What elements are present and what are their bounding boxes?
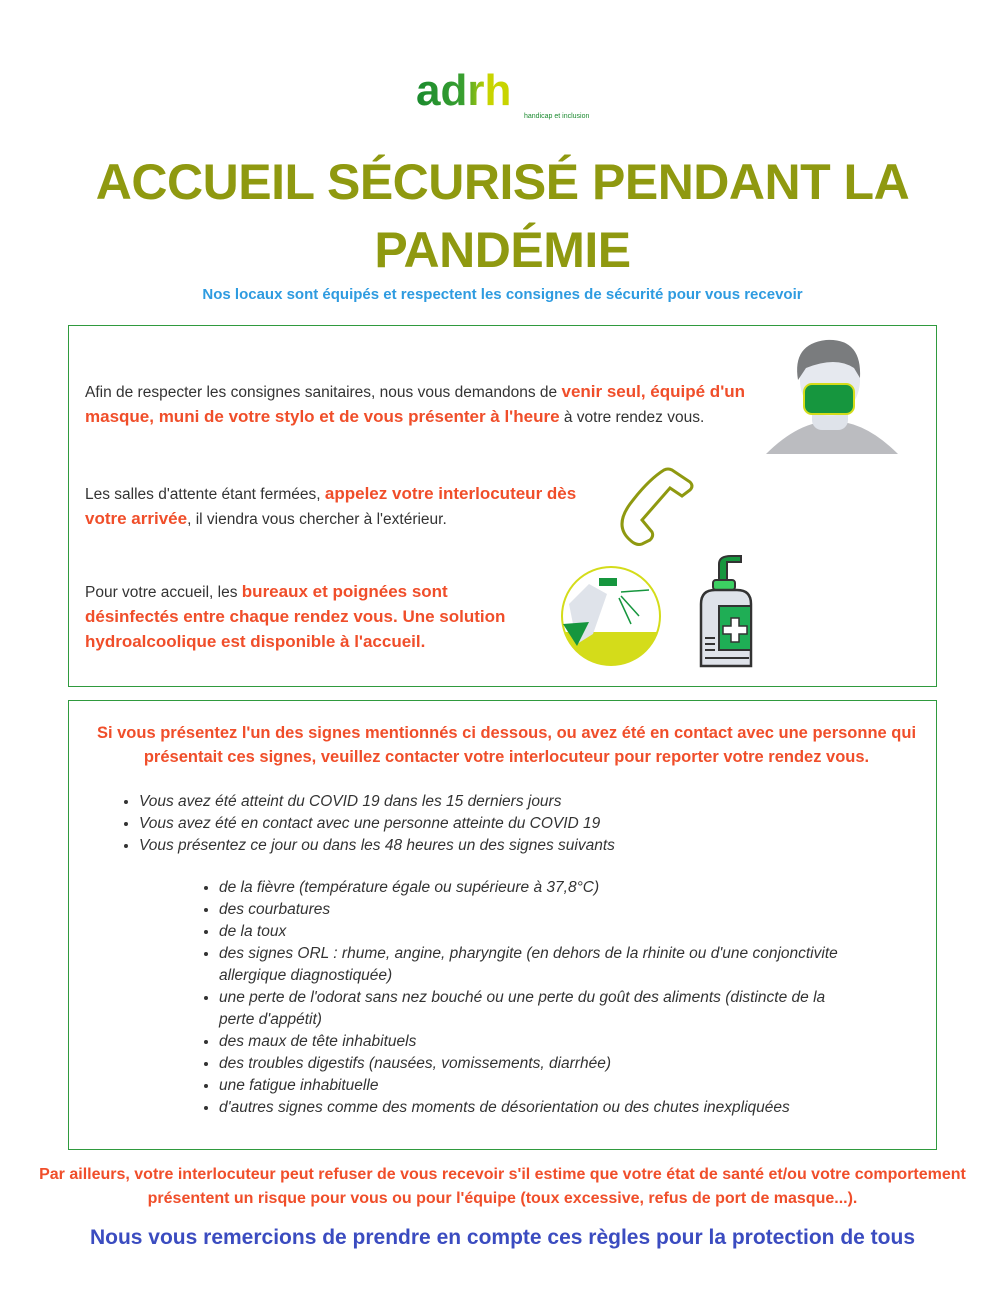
page-title: ACCUEIL SÉCURISÉ PENDANT LA PANDÉMIE xyxy=(95,154,910,278)
conditions-list xyxy=(139,791,615,857)
hand-sanitizer-icon xyxy=(697,554,757,670)
list-item: • une perte de l'odorat sans nez bouché ou une perte du goût des aliments (distincte de la perte d'appétit) xyxy=(219,987,849,1031)
list-item: • des maux de tête inhabituels xyxy=(219,1031,849,1053)
svg-text:adrh: adrh xyxy=(416,66,512,115)
list-item: • des troubles digestifs (nausées, vomissements, diarrhée) xyxy=(219,1053,849,1075)
phone-icon xyxy=(612,464,697,549)
adrh-logo xyxy=(398,66,604,122)
list-item: • des signes ORL : rhume, angine, pharyngite (en dehors de la rhinite ou d'une conjonctivite allergique diagnostiquée) xyxy=(219,943,849,987)
list-item: • d'autres signes comme des moments de désorientation ou des chutes inexpliquées xyxy=(219,1097,849,1119)
refusal-note: Par ailleurs, votre interlocuteur peut refuser de vous recevoir s'il estime que votre état de santé et/ou votre comportement présentent un risque pour vous ou pour l'équipe (toux excessive, refus de port de masque...). xyxy=(39,1166,966,1207)
thanks-message: Nous vous remercions de prendre en compte ces règles pour la protection de tous xyxy=(89,1226,916,1249)
rules-box xyxy=(68,325,937,687)
rule-phone: Les salles d'attente étant fermées, appelez votre interlocuteur dès votre arrivée, il viendra vous chercher à l'extérieur. xyxy=(85,484,577,528)
subtitle: Nos locaux sont équipés et respectent les consignes de sécurité pour vous recevoir xyxy=(202,286,803,303)
symptoms-list xyxy=(219,877,849,1119)
rule-disinfect: Pour votre accueil, les bureaux et poignées sont désinfectés entre chaque rendez vous. Une solution hydroalcoolique est disponible à l'accueil. xyxy=(85,582,506,651)
symptoms-box xyxy=(68,700,937,1150)
list-item: • Vous avez été atteint du COVID 19 dans les 15 derniers jours xyxy=(139,791,615,813)
list-item: • des courbatures xyxy=(219,899,849,921)
list-item: • une fatigue inhabituelle xyxy=(219,1075,849,1097)
list-item: • de la fièvre (température égale ou supérieure à 37,8°C) xyxy=(219,877,849,899)
list-item: • Vous présentez ce jour ou dans les 48 heures un des signes suivants xyxy=(139,835,615,857)
disinfect-spray-icon xyxy=(559,564,663,668)
warning-text: Si vous présentez l'un des signes mentionnés ci dessous, ou avez été en contact avec une personne qui présentait ces signes, veuillez contacter votre interlocuteur pour reporter votre rendez vous. xyxy=(96,724,917,766)
masked-person-icon xyxy=(766,338,898,454)
rule-mask: Afin de respecter les consignes sanitaires, nous vous demandons de venir seul, équipé d'un masque, muni de votre stylo et de vous présenter à l'heure à votre rendez vous. xyxy=(85,382,746,426)
list-item: • Vous avez été en contact avec une personne atteinte du COVID 19 xyxy=(139,813,615,835)
svg-text:handicap et inclusion: handicap et inclusion xyxy=(524,113,590,120)
list-item: • de la toux xyxy=(219,921,849,943)
